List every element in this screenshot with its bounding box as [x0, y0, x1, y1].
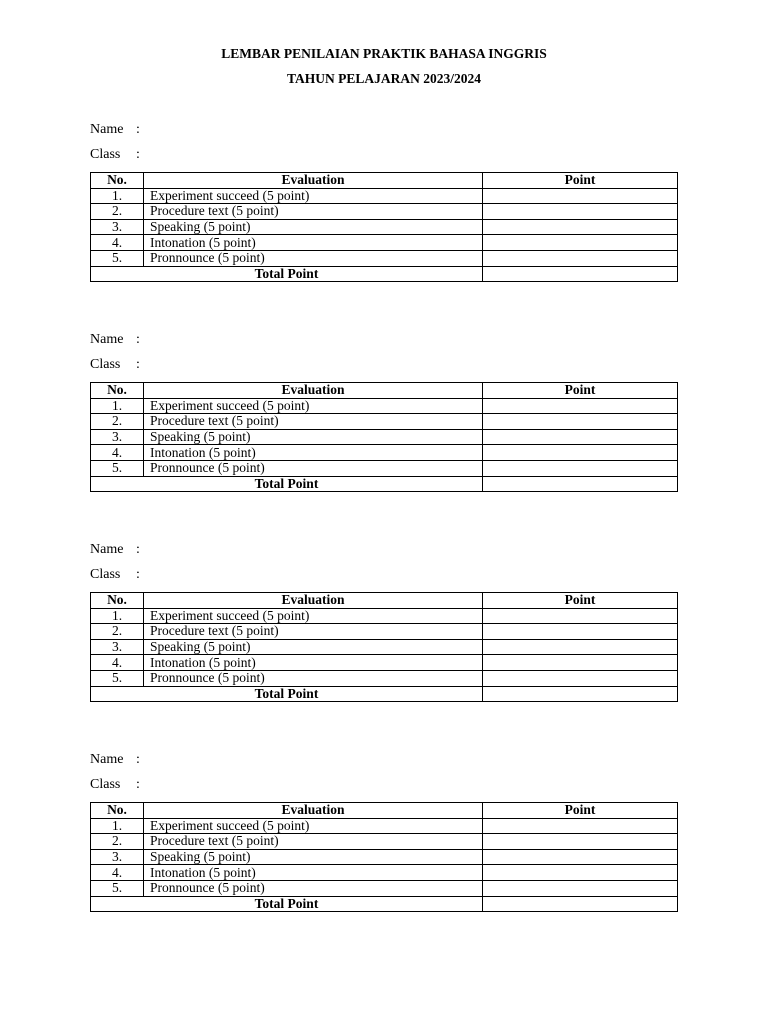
header-evaluation: Evaluation [144, 383, 483, 399]
row-evaluation: Pronnounce (5 point) [144, 460, 483, 476]
row-point [483, 655, 678, 671]
row-number: 2. [91, 624, 144, 640]
class-label: Class [90, 777, 121, 792]
class-field [90, 777, 140, 793]
total-point-cell [483, 896, 678, 912]
header-no: No. [91, 383, 144, 399]
evaluation-table [90, 802, 678, 912]
row-evaluation: Speaking (5 point) [144, 429, 483, 445]
row-evaluation: Intonation (5 point) [144, 445, 483, 461]
table-row [91, 414, 678, 430]
row-evaluation: Procedure text (5 point) [144, 204, 483, 220]
table-header-row [91, 173, 678, 189]
row-point [483, 670, 678, 686]
table-row [91, 849, 678, 865]
row-point [483, 235, 678, 251]
table-header-row [91, 383, 678, 399]
row-point [483, 608, 678, 624]
total-point-cell [483, 476, 678, 492]
class-label: Class [90, 147, 121, 162]
row-number: 4. [91, 445, 144, 461]
table-row [91, 818, 678, 834]
table-row [91, 880, 678, 896]
table-row [91, 834, 678, 850]
name-label: Name [90, 752, 124, 767]
row-point [483, 639, 678, 655]
row-point [483, 188, 678, 204]
table-row [91, 639, 678, 655]
class-field [90, 147, 140, 163]
table-row [91, 624, 678, 640]
total-point-cell [483, 686, 678, 702]
name-field [90, 752, 140, 768]
header-evaluation: Evaluation [144, 593, 483, 609]
row-point [483, 445, 678, 461]
name-label: Name [90, 122, 124, 137]
table-row [91, 429, 678, 445]
row-number: 3. [91, 429, 144, 445]
header-point: Point [483, 803, 678, 819]
evaluation-table [90, 382, 678, 492]
name-colon: : [136, 752, 140, 767]
name-colon: : [136, 542, 140, 557]
row-evaluation: Procedure text (5 point) [144, 414, 483, 430]
row-evaluation: Experiment succeed (5 point) [144, 818, 483, 834]
name-field [90, 332, 140, 348]
header-point: Point [483, 593, 678, 609]
row-point [483, 219, 678, 235]
table-header-row [91, 803, 678, 819]
row-number: 2. [91, 414, 144, 430]
row-number: 4. [91, 655, 144, 671]
header-no: No. [91, 593, 144, 609]
class-field [90, 567, 140, 583]
row-point [483, 250, 678, 266]
row-point [483, 834, 678, 850]
table-header-row [91, 593, 678, 609]
row-number: 1. [91, 608, 144, 624]
table-row [91, 188, 678, 204]
row-point [483, 204, 678, 220]
header-point: Point [483, 173, 678, 189]
total-label: Total Point [91, 896, 483, 912]
row-number: 5. [91, 250, 144, 266]
name-field [90, 122, 140, 138]
row-evaluation: Experiment succeed (5 point) [144, 188, 483, 204]
class-colon: : [136, 777, 140, 792]
class-field [90, 357, 140, 373]
row-evaluation: Procedure text (5 point) [144, 834, 483, 850]
header-no: No. [91, 803, 144, 819]
row-number: 3. [91, 639, 144, 655]
name-colon: : [136, 122, 140, 137]
evaluation-table [90, 592, 678, 702]
row-evaluation: Intonation (5 point) [144, 865, 483, 881]
row-evaluation: Speaking (5 point) [144, 639, 483, 655]
row-evaluation: Pronnounce (5 point) [144, 250, 483, 266]
row-number: 5. [91, 670, 144, 686]
row-point [483, 849, 678, 865]
row-evaluation: Speaking (5 point) [144, 849, 483, 865]
row-number: 3. [91, 219, 144, 235]
total-row [91, 266, 678, 282]
row-number: 1. [91, 398, 144, 414]
row-point [483, 398, 678, 414]
row-evaluation: Procedure text (5 point) [144, 624, 483, 640]
row-number: 4. [91, 865, 144, 881]
total-label: Total Point [91, 686, 483, 702]
table-row [91, 865, 678, 881]
row-evaluation: Experiment succeed (5 point) [144, 608, 483, 624]
row-number: 5. [91, 880, 144, 896]
class-colon: : [136, 147, 140, 162]
row-point [483, 880, 678, 896]
class-label: Class [90, 567, 121, 582]
header-evaluation: Evaluation [144, 803, 483, 819]
row-evaluation: Intonation (5 point) [144, 655, 483, 671]
row-evaluation: Experiment succeed (5 point) [144, 398, 483, 414]
total-row [91, 896, 678, 912]
row-number: 3. [91, 849, 144, 865]
row-number: 1. [91, 818, 144, 834]
row-evaluation: Pronnounce (5 point) [144, 880, 483, 896]
total-row [91, 686, 678, 702]
table-row [91, 398, 678, 414]
row-point [483, 624, 678, 640]
row-point [483, 429, 678, 445]
row-point [483, 414, 678, 430]
page-title: LEMBAR PENILAIAN PRAKTIK BAHASA INGGRIS [221, 46, 547, 61]
name-label: Name [90, 542, 124, 557]
row-evaluation: Intonation (5 point) [144, 235, 483, 251]
header-evaluation: Evaluation [144, 173, 483, 189]
table-row [91, 445, 678, 461]
table-row [91, 235, 678, 251]
row-number: 2. [91, 834, 144, 850]
table-row [91, 250, 678, 266]
header-point: Point [483, 383, 678, 399]
page-subtitle: TAHUN PELAJARAN 2023/2024 [286, 71, 481, 86]
table-row [91, 204, 678, 220]
class-label: Class [90, 357, 121, 372]
total-label: Total Point [91, 266, 483, 282]
name-field [90, 542, 140, 558]
evaluation-table [90, 172, 678, 282]
row-point [483, 865, 678, 881]
table-row [91, 670, 678, 686]
header-no: No. [91, 173, 144, 189]
name-colon: : [136, 332, 140, 347]
row-point [483, 818, 678, 834]
row-evaluation: Pronnounce (5 point) [144, 670, 483, 686]
total-row [91, 476, 678, 492]
row-number: 2. [91, 204, 144, 220]
total-label: Total Point [91, 476, 483, 492]
row-number: 4. [91, 235, 144, 251]
total-point-cell [483, 266, 678, 282]
name-label: Name [90, 332, 124, 347]
row-point [483, 460, 678, 476]
table-row [91, 219, 678, 235]
row-number: 5. [91, 460, 144, 476]
row-number: 1. [91, 188, 144, 204]
class-colon: : [136, 357, 140, 372]
table-row [91, 460, 678, 476]
class-colon: : [136, 567, 140, 582]
row-evaluation: Speaking (5 point) [144, 219, 483, 235]
table-row [91, 655, 678, 671]
table-row [91, 608, 678, 624]
